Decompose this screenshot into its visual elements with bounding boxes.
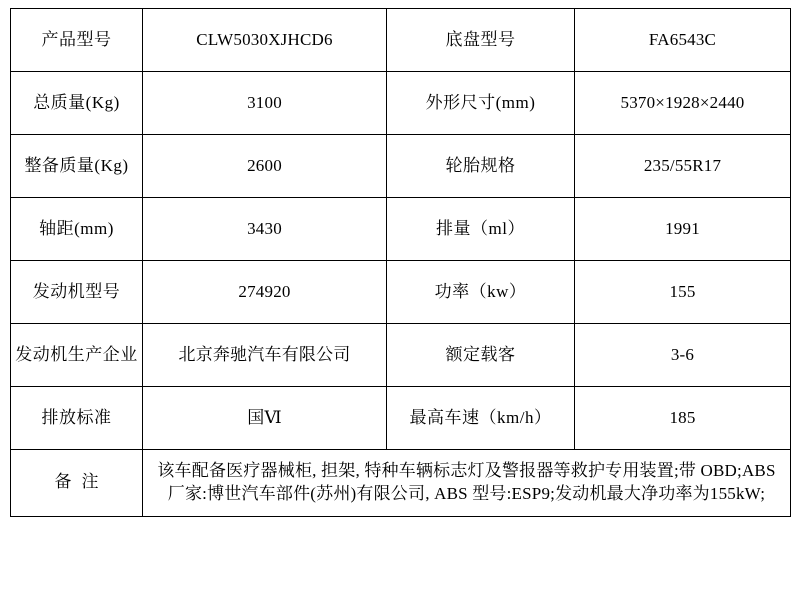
spec-label: 总质量(Kg) [11,72,143,135]
table-row [11,261,791,324]
spec-label: 底盘型号 [387,9,575,72]
spec-label: 轮胎规格 [387,135,575,198]
note-label: 备注 [11,450,143,517]
spec-label: 整备质量(Kg) [11,135,143,198]
vehicle-spec-table [10,8,791,517]
spec-value: 2600 [143,135,387,198]
spec-value: 155 [575,261,791,324]
spec-label: 排放标准 [11,387,143,450]
spec-value: 1991 [575,198,791,261]
table-row [11,324,791,387]
table-row [11,135,791,198]
spec-value: CLW5030XJHCD6 [143,9,387,72]
spec-value: 3100 [143,72,387,135]
spec-value: FA6543C [575,9,791,72]
spec-label: 最高车速（km/h） [387,387,575,450]
spec-label: 排量（ml） [387,198,575,261]
spec-label: 轴距(mm) [11,198,143,261]
spec-label: 功率（kw） [387,261,575,324]
table-row [11,387,791,450]
spec-value: 5370×1928×2440 [575,72,791,135]
spec-label: 产品型号 [11,9,143,72]
spec-value: 北京奔驰汽车有限公司 [143,324,387,387]
spec-label: 额定载客 [387,324,575,387]
table-row [11,9,791,72]
spec-value: 3-6 [575,324,791,387]
spec-value: 3430 [143,198,387,261]
spec-value: 235/55R17 [575,135,791,198]
note-text: 该车配备医疗器械柜, 担架, 特种车辆标志灯及警报器等救护专用装置;带 OBD;ABS 厂家:博世汽车部件(苏州)有限公司, ABS 型号:ESP9;发动机最大净功率为155kW; [143,450,791,517]
table-row [11,198,791,261]
table-row-note [11,450,791,517]
spec-label: 发动机生产企业 [11,324,143,387]
spec-label: 发动机型号 [11,261,143,324]
table-row [11,72,791,135]
spec-value: 185 [575,387,791,450]
spec-label: 外形尺寸(mm) [387,72,575,135]
spec-value: 国Ⅵ [143,387,387,450]
spec-value: 274920 [143,261,387,324]
